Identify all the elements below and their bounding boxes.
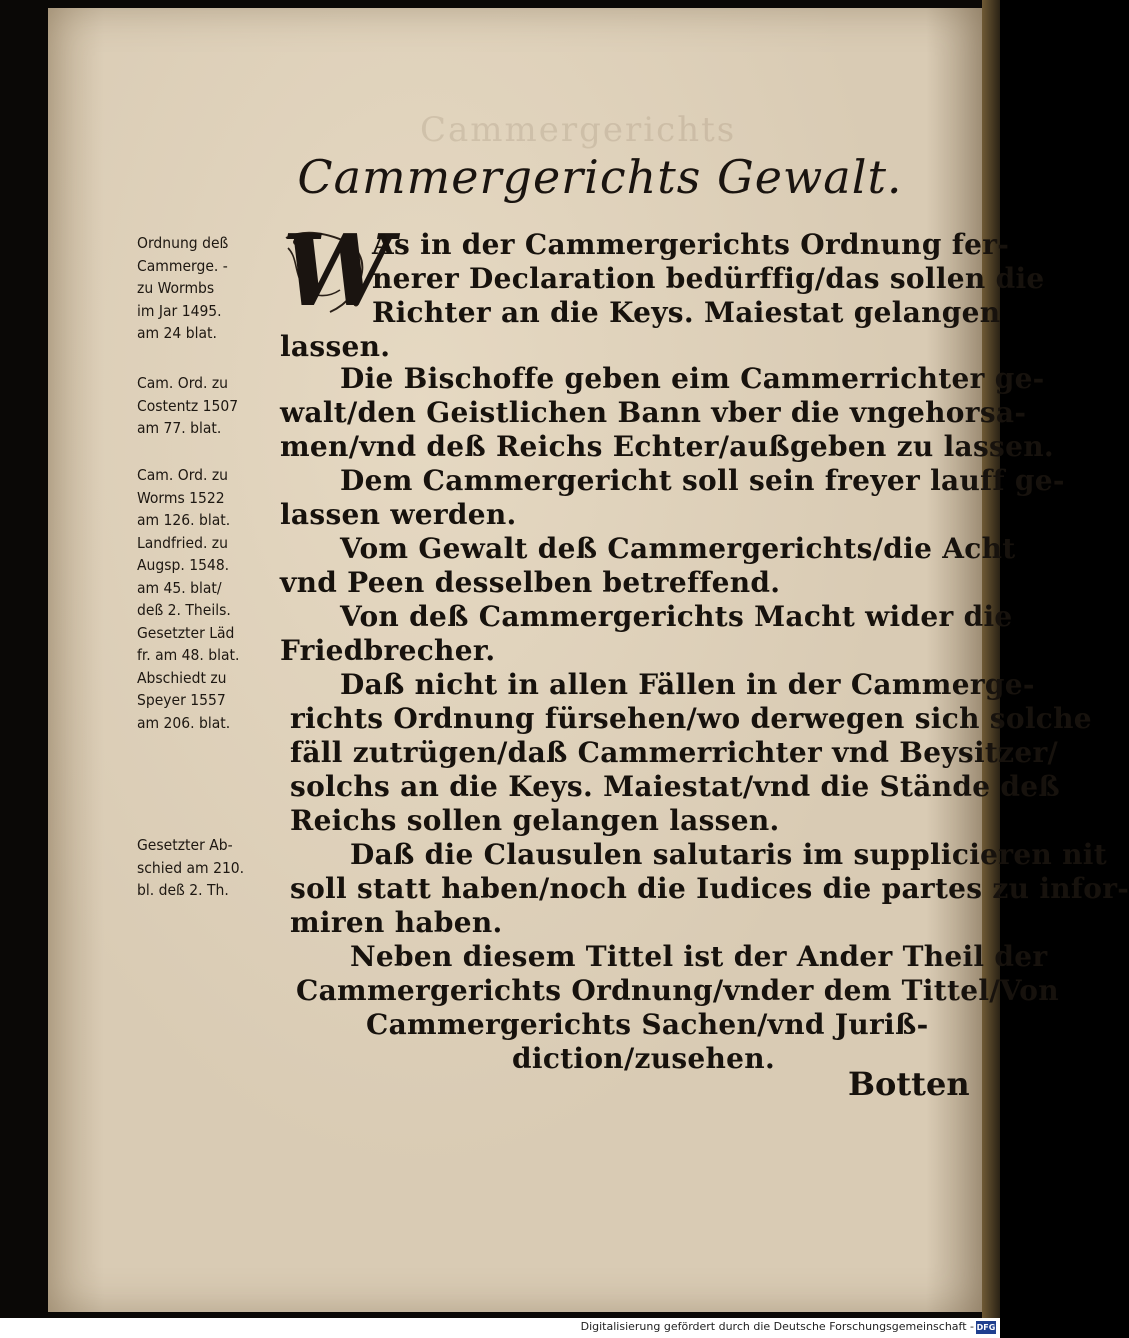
footer-credit: Digitalisierung gefördert durch die Deutsche Forschungsgemeinschaft - bbox=[580, 1320, 974, 1333]
text-line: Neben diesem Tittel ist der Ander Theil der bbox=[350, 940, 1048, 973]
text-line: Cammergerichts Ordnung/vnder dem Tittel/Von bbox=[296, 974, 1059, 1007]
dfg-logo-icon: DFG bbox=[976, 1323, 996, 1332]
text-line: diction/zusehen. bbox=[512, 1042, 776, 1075]
text-line: Daß nicht in allen Fällen in der Cammerge- bbox=[340, 668, 1035, 701]
margin-note: Cam. Ord. zu Worms 1522 am 126. blat. Landfried. zu Augsp. 1548. am 45. blat/ deß 2. Theils. Gesetzter Läd fr. am 48. blat. Abschiedt zu Speyer 1557 am 206. blat. bbox=[137, 466, 240, 732]
text-line: Reichs sollen gelangen lassen. bbox=[290, 804, 780, 837]
show-through-text: Cammergerichts bbox=[420, 110, 737, 150]
page-heading: Cammergerichts Gewalt. bbox=[297, 150, 903, 204]
text-line: As in der Cammergerichts Ordnung fer- bbox=[372, 228, 1010, 261]
text-line: vnd Peen desselben betreffend. bbox=[280, 566, 781, 599]
text-line: walt/den Geistlichen Bann vber die vngehorsa- bbox=[280, 396, 1027, 429]
text-line: Richter an die Keys. Maiestat gelangen bbox=[372, 296, 1001, 329]
text-line: soll statt haben/noch die Iudices die partes zu infor- bbox=[290, 872, 1129, 905]
margin-note: Gesetzter Ab- schied am 210. bl. deß 2. Th. bbox=[137, 836, 245, 899]
text-line: Daß die Clausulen salutaris im supplicieren nit bbox=[350, 838, 1107, 871]
text-line: nerer Declaration bedürffig/das sollen die bbox=[372, 262, 1045, 295]
text-line: Vom Gewalt deß Cammergerichts/die Acht bbox=[340, 532, 1016, 565]
text-line: Friedbrecher. bbox=[280, 634, 496, 667]
page-edge bbox=[982, 0, 1000, 1318]
margin-note: Cam. Ord. zu Costentz 1507 am 77. blat. bbox=[137, 374, 239, 437]
text-line: Dem Cammergericht soll sein freyer lauff ge- bbox=[340, 464, 1065, 497]
text-line: fäll zutrügen/daß Cammerrichter vnd Beysitzer/ bbox=[290, 736, 1059, 769]
text-line: Cammergerichts Sachen/vnd Juriß- bbox=[366, 1008, 929, 1041]
text-line: lassen. bbox=[280, 330, 391, 363]
text-line: solchs an die Keys. Maiestat/vnd die Stände deß bbox=[290, 770, 1060, 803]
catchword: Botten bbox=[848, 1065, 970, 1103]
decorated-initial: W bbox=[282, 214, 393, 329]
margin-note: Ordnung deß Cammerge. - zu Wormbs im Jar 1495. am 24 blat. bbox=[137, 234, 229, 342]
text-line: Von deß Cammergerichts Macht wider die bbox=[340, 600, 1013, 633]
text-line: Die Bischoffe geben eim Cammerrichter ge- bbox=[340, 362, 1045, 395]
text-line: lassen werden. bbox=[280, 498, 517, 531]
text-line: men/vnd deß Reichs Echter/außgeben zu lassen. bbox=[280, 430, 1054, 463]
text-line: miren haben. bbox=[290, 906, 503, 939]
text-line: richts Ordnung fürsehen/wo derwegen sich solche bbox=[290, 702, 1092, 735]
